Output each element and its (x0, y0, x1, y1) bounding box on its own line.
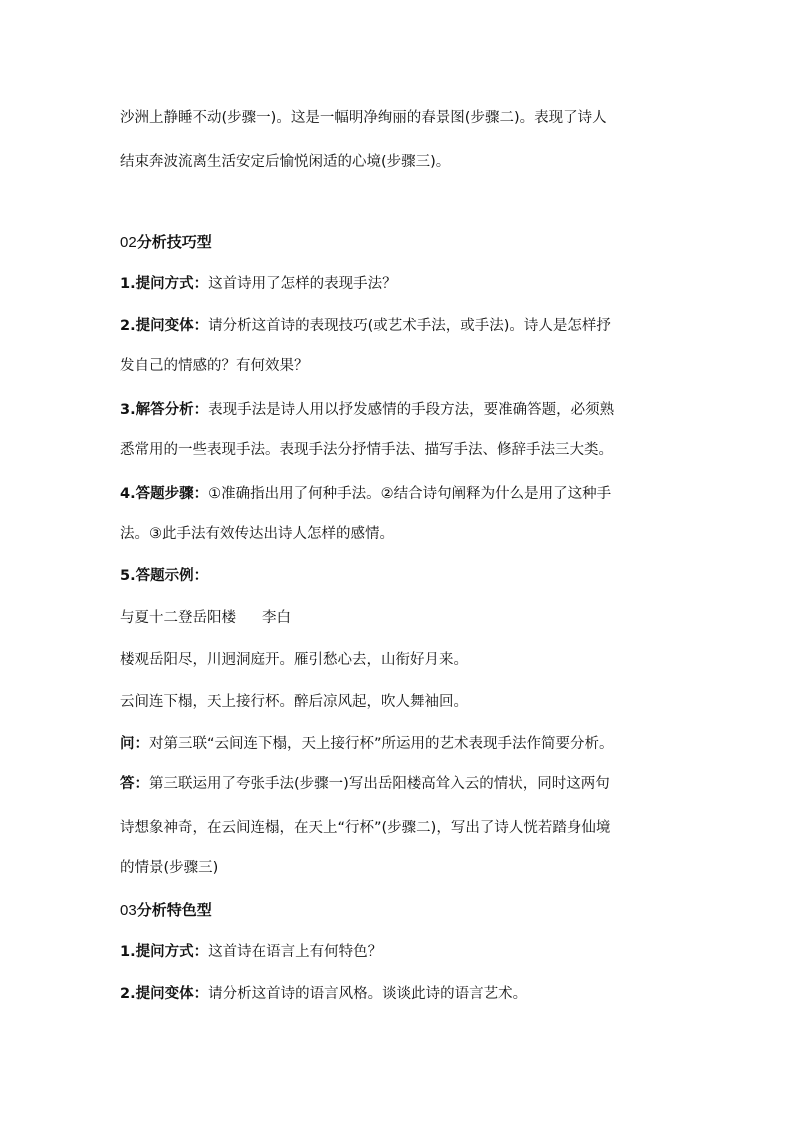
section-03-heading (120, 900, 680, 921)
poem-line-1: 楼观岳阳尽，川迥洞庭开。雁引愁心去，山衔好月来。 (120, 652, 468, 668)
answer-line-1 (120, 774, 680, 794)
item-text: 请分析这首诗的表现技巧(或艺术手法，或手法)。诗人是怎样抒 (208, 318, 611, 334)
answer-label: 答： (120, 776, 149, 792)
item-label: 4.答题步骤： (120, 486, 209, 502)
section-03-number: 03 (120, 902, 137, 919)
s02-item-1 (120, 274, 680, 294)
intro-line-1: 沙洲上静睡不动(步骤一)。这是一幅明净绚丽的春景图(步骤二)。表现了诗人 (120, 110, 607, 126)
s02-item-3-cont: 悉常用的一些表现手法。表现手法分抒情手法、描写手法、修辞手法三大类。 (120, 442, 613, 458)
item-text: 请分析这首诗的语言风格。谈谈此诗的语言艺术。 (208, 986, 528, 1002)
poem-title: 与夏十二登岳阳楼 (120, 610, 236, 626)
item-label: 2.提问变体： (120, 318, 209, 334)
poem-author: 李白 (262, 610, 291, 626)
question (120, 734, 680, 754)
poem-line-2: 云间连下榻，天上接行杯。醉后凉风起，吹人舞袖回。 (120, 694, 468, 710)
s02-item-2 (120, 316, 680, 336)
question-label: 问： (120, 736, 149, 752)
section-03-title: 分析特色型 (136, 901, 212, 919)
s02-item-4 (120, 484, 680, 504)
item-label: 1.提问方式： (120, 276, 209, 292)
intro-line-2: 结束奔波流离生活安定后愉悦闲适的心境(步骤三)。 (120, 154, 451, 170)
item-text: ①准确指出用了何种手法。②结合诗句阐释为什么是用了这种手 (208, 486, 612, 502)
answer-text: 第三联运用了夸张手法(步骤一)写出岳阳楼高耸入云的情状，同时这两句 (149, 776, 610, 792)
item-text: 这首诗用了怎样的表现手法？ (208, 276, 397, 292)
poem-heading (120, 608, 680, 628)
question-text: 对第三联“云间连下榻，天上接行杯”所运用的艺术表现手法作简要分析。 (149, 736, 614, 752)
item-label: 1.提问方式： (120, 944, 209, 960)
s02-item-2-cont: 发自己的情感的？有何效果？ (120, 358, 309, 374)
section-02-heading (120, 232, 680, 253)
s02-item-3 (120, 400, 680, 420)
s02-item-5 (120, 566, 680, 586)
item-label: 5.答题示例： (120, 568, 209, 584)
item-text: 这首诗在语言上有何特色？ (208, 944, 383, 960)
s02-item-4-cont: 法。③此手法有效传达出诗人怎样的感情。 (120, 526, 394, 542)
s03-item-2 (120, 984, 680, 1004)
section-02-number: 02 (120, 234, 137, 251)
item-label: 2.提问变体： (120, 986, 209, 1002)
s03-item-1 (120, 942, 680, 962)
item-text: 表现手法是诗人用以抒发感情的手段方法，要准确答题，必须熟 (208, 402, 615, 418)
item-label: 3.解答分析： (120, 402, 209, 418)
answer-line-3: 的情景(步骤三) (120, 860, 219, 876)
section-02-title: 分析技巧型 (136, 233, 212, 251)
answer-line-2: 诗想象神奇，在云间连榻，在天上“行杯”(步骤二)，写出了诗人恍若踏身仙境 (120, 820, 611, 836)
